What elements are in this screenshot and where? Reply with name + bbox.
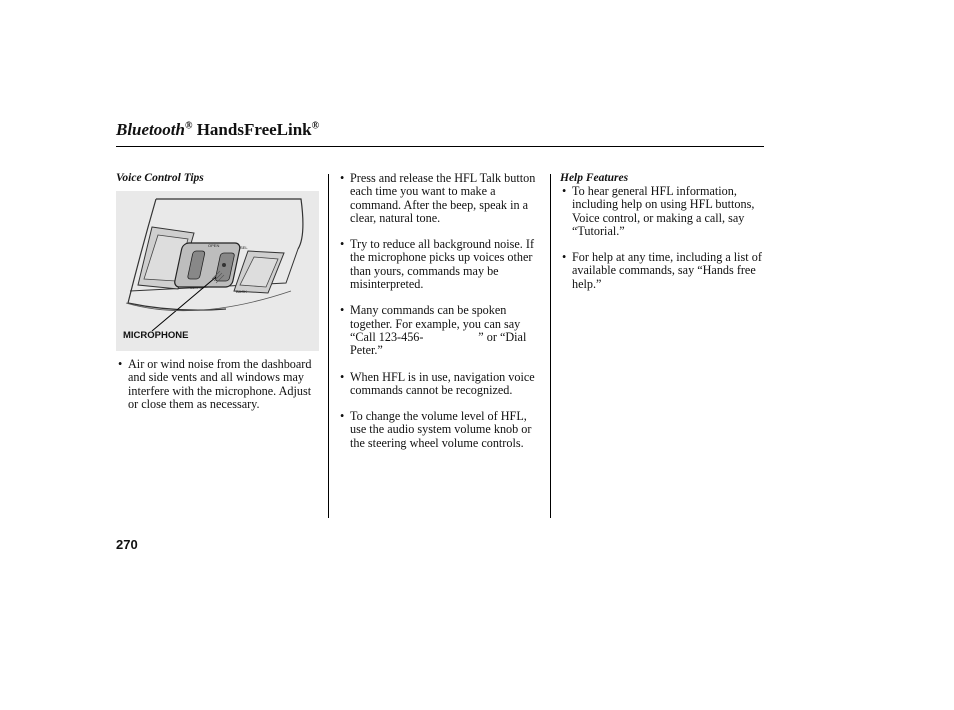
registered-mark-2: ® [311, 120, 320, 132]
bullet-icon: • [562, 250, 567, 265]
bullet-text: Try to reduce all background noise. If the microphone picks up voices other than yours, commands may be misinterpreted. [350, 237, 535, 292]
middle-bullets [340, 172, 544, 450]
bullet-icon: • [340, 409, 345, 424]
bullet-icon: • [118, 357, 123, 371]
title-handsfreelink: HandsFreeLink [192, 120, 312, 139]
right-bullets [562, 185, 762, 291]
help-features-heading: Help Features [560, 172, 629, 184]
svg-text:SEL: SEL [240, 245, 248, 250]
microphone-label: MICROPHONE [123, 330, 189, 341]
left-bullets [118, 358, 323, 411]
svg-text:BACK: BACK [236, 289, 247, 294]
title-bluetooth: Bluetooth [116, 120, 185, 139]
bullet-text: When HFL is in use, navigation voice commands cannot be recognized. [350, 369, 535, 397]
bullet-icon: • [340, 369, 345, 384]
bullet-icon: • [340, 171, 345, 185]
bullet-text: Air or wind noise from the dashboard and side vents and all windows may interfere with the microphone. Adjust or close them as necessary. [128, 357, 312, 411]
column-divider-1 [328, 174, 329, 518]
bullet-icon: • [340, 303, 345, 318]
bullet-text: Many commands can be spoken together. For example, you can say “Call 123-456- ” or “Dial Peter.” [350, 303, 530, 358]
bullet-text: Press and release the HFL Talk button each time you want to make a command. After the beep, speak in a clear, natural tone. [350, 171, 536, 225]
list-item [340, 238, 544, 291]
list-item [340, 304, 544, 357]
svg-text:OPEN: OPEN [208, 243, 220, 248]
list-item [562, 185, 762, 238]
list-item [118, 358, 323, 411]
bullet-text: To change the volume level of HFL, use the audio system volume knob or the steering wheel volume controls. [350, 409, 532, 450]
page-number: 270 [116, 537, 138, 552]
bullet-text: For help at any time, including a list of available commands, say “Hands free help.” [572, 250, 762, 291]
column-divider-2 [550, 174, 551, 518]
list-item [340, 371, 544, 398]
list-item [562, 251, 762, 291]
svg-text:CLOSE: CLOSE [190, 285, 204, 290]
voice-control-tips-heading: Voice Control Tips [116, 172, 204, 184]
page-title [116, 120, 319, 140]
microphone-illustration [116, 191, 319, 351]
registered-mark: ® [184, 120, 193, 132]
title-rule [116, 146, 764, 147]
bullet-text: To hear general HFL information, including help on using HFL buttons, Voice control, or making a call, say “Tutorial.” [572, 184, 755, 238]
list-item [340, 172, 544, 225]
bullet-icon: • [340, 237, 345, 252]
list-item [340, 410, 544, 450]
overhead-console-drawing [116, 191, 319, 351]
bullet-icon: • [562, 184, 567, 198]
